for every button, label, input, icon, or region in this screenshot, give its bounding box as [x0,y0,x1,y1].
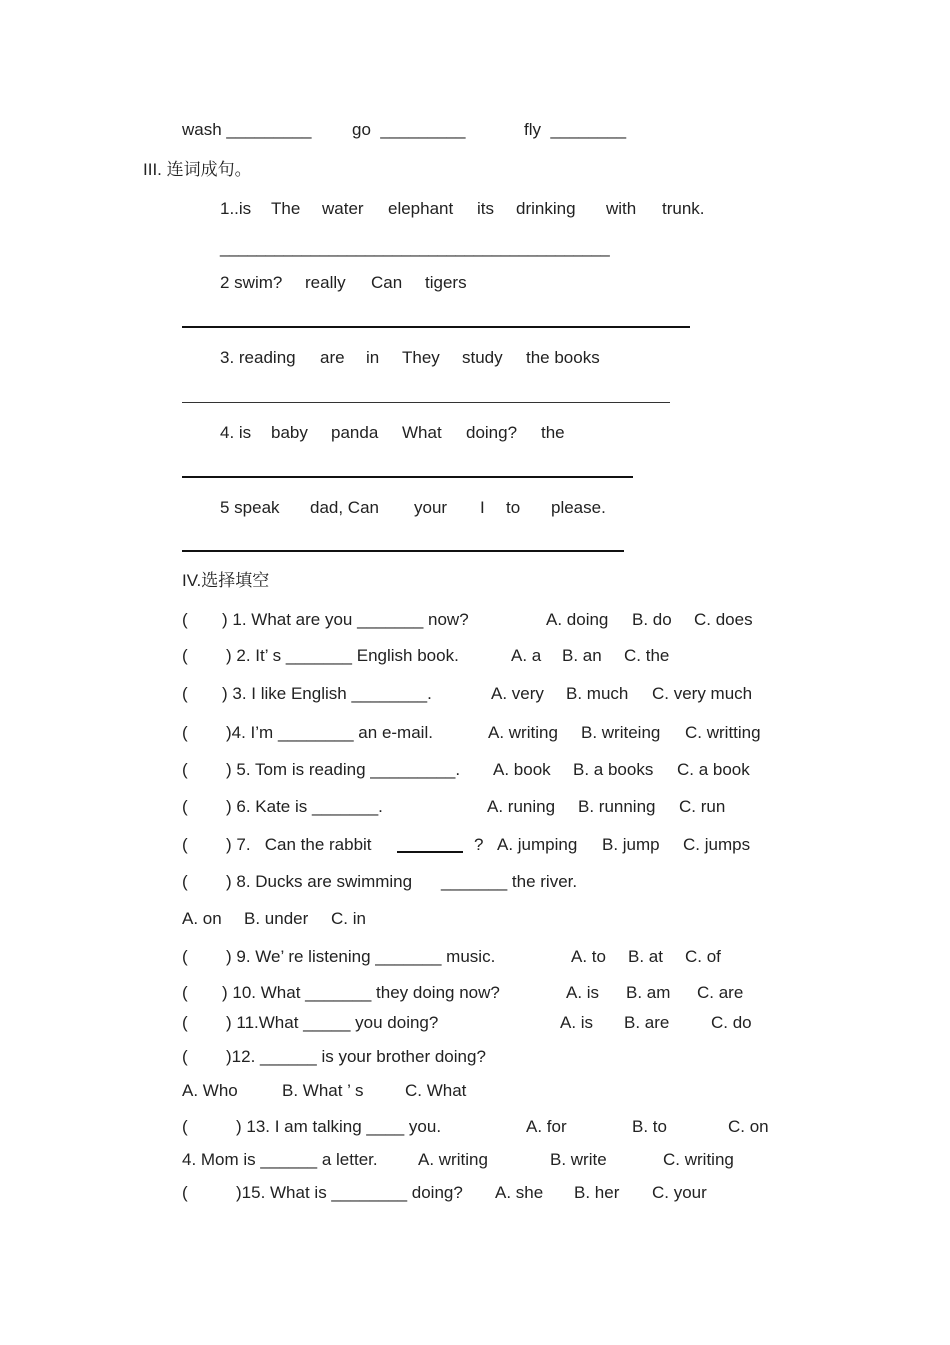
option-c: C. writting [685,723,761,742]
option-c: C. of [685,947,721,966]
blank-line[interactable] [397,851,463,853]
question-stem: )4. I’m ________ an e-mail. [226,723,433,742]
answer-paren[interactable]: ( [182,684,188,703]
answer-paren[interactable]: ( [182,760,188,779]
word: drinking [516,199,576,218]
option-b: B. are [624,1013,670,1032]
option-c: C. in [331,909,366,928]
option-a: A. on [182,909,222,928]
option-a: A. very [491,684,544,703]
option-a: A. a [511,646,542,665]
option-a: A. jumping [497,835,578,854]
option-b: B. running [578,797,656,816]
word: 3. reading [220,348,296,367]
question-stem: ) 7. Can the rabbit [226,835,372,854]
option-b: B. What ’ s [282,1081,364,1100]
word: 1..is [220,199,252,218]
answer-paren[interactable]: ( [182,1047,188,1066]
option-b: B. to [632,1117,667,1136]
option-c: C. writing [663,1150,734,1169]
answer-paren[interactable]: ( [182,872,188,891]
option-a: A. runing [487,797,556,816]
question-mark: ? [474,835,484,854]
word: The [271,199,301,218]
question-stem: )15. What is ________ doing? [236,1183,463,1202]
option-b: B. her [574,1183,620,1202]
answer-paren[interactable]: ( [182,983,188,1002]
option-a: A. is [560,1013,594,1032]
option-b: B. much [566,684,629,703]
section-4-heading: IV.选择填空 [182,571,270,590]
word: water [322,199,364,218]
option-b: B. a books [573,760,654,779]
option-c: C. are [697,983,744,1002]
option-a: A. Who [182,1081,238,1100]
fill-word-wash: wash _________ [182,120,312,139]
option-a: A. writing [418,1150,488,1169]
option-c: C. the [624,646,670,665]
word: really [305,273,346,292]
option-b: B. jump [602,835,660,854]
answer-line-1[interactable]: ___________________________________________ [220,238,610,257]
word: 2 swim? [220,273,283,292]
option-a: A. for [526,1117,567,1136]
option-b: B. writeing [581,723,661,742]
option-c: C. jumps [683,835,751,854]
question-stem: ) 1. What are you _______ now? [222,610,469,629]
answer-paren[interactable]: ( [182,723,188,742]
answer-line-5[interactable] [182,550,624,552]
word: They [402,348,440,367]
answer-line-4[interactable] [182,476,633,478]
word: the [541,423,565,442]
answer-paren[interactable]: ( [182,1117,188,1136]
word: please. [551,498,606,517]
option-c: C. a book [677,760,750,779]
option-c: C. on [728,1117,769,1136]
answer-paren[interactable]: ( [182,947,188,966]
word: elephant [388,199,454,218]
question-stem: ) 6. Kate is _______. [226,797,383,816]
question-stem: ) 5. Tom is reading _________. [226,760,461,779]
answer-paren[interactable]: ( [182,797,188,816]
word: Can [371,273,403,292]
option-c: C. very much [652,684,753,703]
question-stem: ) 2. It’ s _______ English book. [226,646,459,665]
option-b: B. an [562,646,602,665]
option-c: C. What [405,1081,467,1100]
word: in [366,348,380,367]
word: baby [271,423,308,442]
option-b: B. at [628,947,663,966]
answer-paren[interactable]: ( [182,610,188,629]
option-a: A. writing [488,723,558,742]
word: tigers [425,273,467,292]
question-stem: ) 13. I am talking ____ you. [236,1117,442,1136]
option-c: C. your [652,1183,707,1202]
option-c: C. do [711,1013,752,1032]
answer-paren[interactable]: ( [182,1013,188,1032]
fill-word-go: go _________ [352,120,466,139]
word: to [506,498,521,517]
option-b: B. write [550,1150,607,1169]
word: its [477,199,494,218]
answer-line-2[interactable] [182,326,690,328]
word: What [402,423,442,442]
answer-line-3[interactable] [182,402,670,403]
question-stem: )12. ______ is your brother doing? [226,1047,486,1066]
word: with [606,199,637,218]
section-3-heading: III. 连词成句。 [143,160,252,179]
word: doing? [466,423,518,442]
answer-paren[interactable]: ( [182,1183,188,1202]
word: 4. is [220,423,252,442]
word: your [414,498,448,517]
option-a: A. is [566,983,600,1002]
question-stem: ) 11.What _____ you doing? [226,1013,439,1032]
question-stem: ) 3. I like English ________. [222,684,432,703]
question-stem: 4. Mom is ______ a letter. [182,1150,378,1169]
option-c: C. does [694,610,753,629]
option-a: A. book [493,760,551,779]
answer-paren[interactable]: ( [182,835,188,854]
question-stem-cont: _______ the river. [441,872,578,891]
answer-paren[interactable]: ( [182,646,188,665]
word: 5 speak [220,498,280,517]
option-c: C. run [679,797,726,816]
word: panda [331,423,379,442]
word: I [480,498,485,517]
word: trunk. [662,199,705,218]
word: the books [526,348,600,367]
question-stem: ) 10. What _______ they doing now? [222,983,500,1002]
option-b: B. do [632,610,672,629]
option-b: B. under [244,909,309,928]
option-a: A. to [571,947,606,966]
word: study [462,348,503,367]
word: are [320,348,345,367]
option-a: A. she [495,1183,544,1202]
question-stem: ) 8. Ducks are swimming [226,872,413,891]
fill-word-fly: fly ________ [524,120,627,139]
option-a: A. doing [546,610,609,629]
question-stem: ) 9. We’ re listening _______ music. [226,947,496,966]
word: dad, Can [310,498,379,517]
option-b: B. am [626,983,671,1002]
